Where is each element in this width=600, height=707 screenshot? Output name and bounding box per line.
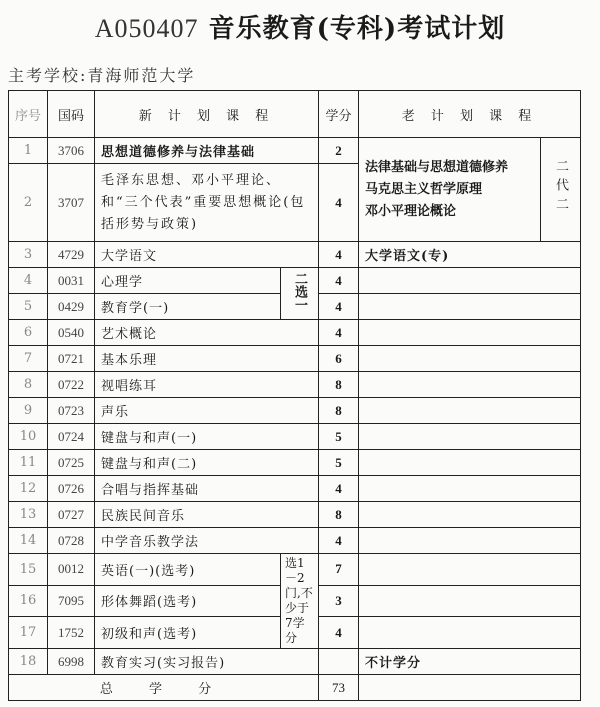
row-old-course — [359, 424, 581, 450]
row-course: 民族民间音乐 — [95, 502, 319, 528]
row-old-course — [359, 268, 581, 294]
table-row — [9, 346, 581, 372]
table-row — [9, 242, 581, 268]
row-old-course — [359, 320, 581, 346]
row-code: 0725 — [48, 450, 95, 476]
row-course: 艺术概论 — [95, 320, 319, 346]
row-code: 0724 — [48, 424, 95, 450]
total-old-course — [359, 675, 581, 701]
total-label: 总 学 分 — [9, 675, 319, 701]
row-credit: 4 — [319, 617, 359, 649]
row-course: 基本乐理 — [95, 346, 319, 372]
row-index: 6 — [9, 320, 48, 346]
table-row — [9, 502, 581, 528]
row-old-course — [359, 372, 581, 398]
choice-note-4-5 — [281, 268, 319, 320]
row-code: 7095 — [48, 585, 95, 617]
row-index: 1 — [9, 138, 48, 164]
row-old-course — [359, 554, 581, 586]
row-credit: 8 — [319, 372, 359, 398]
row-code: 0540 — [48, 320, 95, 346]
header-row — [9, 91, 581, 138]
row-index: 4 — [9, 268, 48, 294]
row-course: 教育实习(实习报告) — [95, 649, 319, 675]
row-credit: 5 — [319, 450, 359, 476]
row-course: 声乐 — [95, 398, 319, 424]
row-credit: 4 — [319, 476, 359, 502]
page-title — [0, 8, 600, 45]
row-index: 5 — [9, 294, 48, 320]
row-index: 18 — [9, 649, 48, 675]
row-index: 12 — [9, 476, 48, 502]
row-code: 0721 — [48, 346, 95, 372]
row-credit: 3 — [319, 585, 359, 617]
school-label: 主考学校: — [8, 66, 88, 85]
row-index: 14 — [9, 528, 48, 554]
school-name: 青海师范大学 — [87, 66, 196, 85]
table-row — [9, 528, 581, 554]
row-index: 11 — [9, 450, 48, 476]
table-row — [9, 476, 581, 502]
table-row — [9, 398, 581, 424]
row-code: 6998 — [48, 649, 95, 675]
row-index: 8 — [9, 372, 48, 398]
row-old-course — [359, 476, 581, 502]
row-credit: 7 — [319, 554, 359, 586]
row-code: 0726 — [48, 476, 95, 502]
table-row — [9, 554, 581, 586]
row-index: 10 — [9, 424, 48, 450]
row-old-course — [359, 398, 581, 424]
plan-name: 音乐教育(专科)考试计划 — [208, 14, 506, 44]
row-index: 13 — [9, 502, 48, 528]
table-row — [9, 649, 581, 675]
row-index: 7 — [9, 346, 48, 372]
old-course-line: 法律基础与思想道德修养 — [365, 159, 509, 175]
old-course-line: 马克思主义哲学原理 — [365, 181, 483, 197]
row-course: 视唱练耳 — [95, 372, 319, 398]
row-old-course — [359, 346, 581, 372]
row-index: 15 — [9, 554, 48, 586]
row-code: 3706 — [48, 138, 95, 164]
table-row — [9, 268, 581, 294]
row-old-course: 不计学分 — [359, 649, 581, 675]
row-credit — [319, 649, 359, 675]
total-credit: 73 — [319, 675, 359, 701]
row-code: 0728 — [48, 528, 95, 554]
row-code: 3707 — [48, 164, 95, 242]
school-line — [8, 63, 195, 86]
row-old-course — [359, 617, 581, 649]
row-credit: 4 — [319, 242, 359, 268]
plan-code: A050407 — [94, 14, 199, 43]
old-course-group — [359, 138, 541, 242]
header-new-course: 新 计 划 课 程 — [95, 91, 319, 138]
row-course: 心理学 — [95, 268, 281, 294]
row-credit: 4 — [319, 294, 359, 320]
row-course: 中学音乐教学法 — [95, 528, 319, 554]
row-course: 毛泽东思想、邓小平理论、和“三个代表”重要思想概论(包括形势与政策) — [95, 164, 319, 242]
row-code: 4729 — [48, 242, 95, 268]
row-code: 0727 — [48, 502, 95, 528]
row-code: 0429 — [48, 294, 95, 320]
header-credit: 学分 — [319, 91, 359, 138]
row-credit: 4 — [319, 268, 359, 294]
row-course: 英语(一)(选考) — [95, 554, 281, 586]
row-old-course: 大学语文(专) — [359, 242, 581, 268]
row-old-course — [359, 585, 581, 617]
row-index: 3 — [9, 242, 48, 268]
header-index: 序号 — [9, 91, 48, 138]
table-row — [9, 372, 581, 398]
choice-note-text: 二选一 — [292, 271, 307, 311]
row-course: 教育学(一) — [95, 294, 281, 320]
row-course: 键盘与和声(一) — [95, 424, 319, 450]
row-index: 2 — [9, 164, 48, 242]
total-row — [9, 675, 581, 701]
header-code: 国码 — [48, 91, 95, 138]
row-credit: 2 — [319, 138, 359, 164]
row-old-course — [359, 502, 581, 528]
row-course: 初级和声(选考) — [95, 617, 281, 649]
row-course: 思想道德修养与法律基础 — [95, 138, 319, 164]
row-credit: 8 — [319, 502, 359, 528]
row-course: 形体舞蹈(选考) — [95, 585, 281, 617]
row-index: 17 — [9, 617, 48, 649]
row-index: 9 — [9, 398, 48, 424]
row-credit: 4 — [319, 320, 359, 346]
row-code: 0031 — [48, 268, 95, 294]
old-group-note — [541, 138, 581, 242]
row-old-course — [359, 450, 581, 476]
exam-plan-table — [8, 90, 581, 701]
row-credit: 6 — [319, 346, 359, 372]
table-row — [9, 450, 581, 476]
header-old-course: 老 计 划 课 程 — [359, 91, 581, 138]
row-index: 16 — [9, 585, 48, 617]
table-row — [9, 424, 581, 450]
row-code: 1752 — [48, 617, 95, 649]
row-credit: 5 — [319, 424, 359, 450]
choice-note-15-17: 选1－2门,不少于7学分 — [281, 554, 319, 649]
row-credit: 4 — [319, 528, 359, 554]
row-course: 大学语文 — [95, 242, 319, 268]
old-group-note-text: 二代二 — [553, 158, 568, 216]
row-old-course — [359, 294, 581, 320]
old-course-line: 邓小平理论概论 — [365, 203, 457, 219]
table-row — [9, 138, 581, 164]
row-credit: 4 — [319, 164, 359, 242]
table-row — [9, 320, 581, 346]
row-code: 0723 — [48, 398, 95, 424]
row-credit: 8 — [319, 398, 359, 424]
row-course: 合唱与指挥基础 — [95, 476, 319, 502]
row-code: 0722 — [48, 372, 95, 398]
row-course: 键盘与和声(二) — [95, 450, 319, 476]
row-code: 0012 — [48, 554, 95, 586]
row-old-course — [359, 528, 581, 554]
